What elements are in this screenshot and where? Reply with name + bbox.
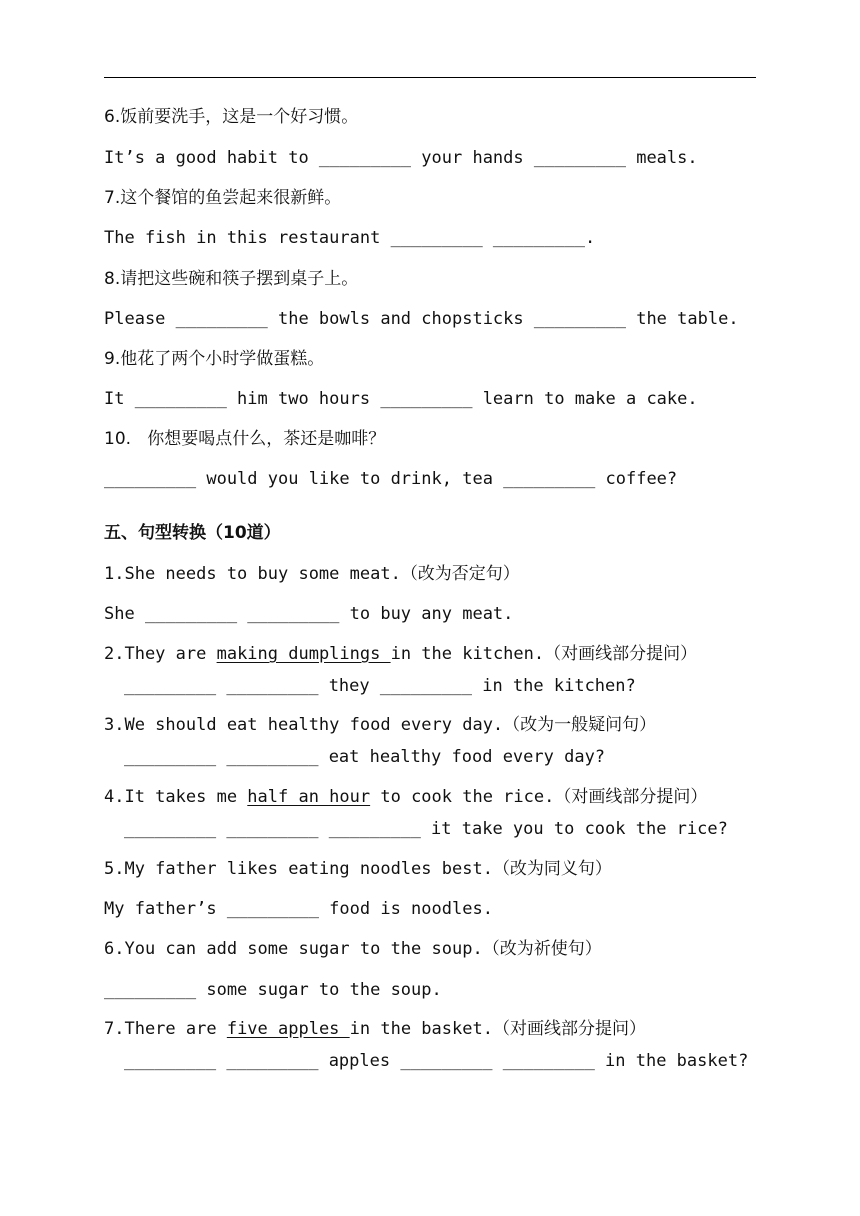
underlined-phrase: making dumplings bbox=[216, 644, 391, 664]
transform-3-question bbox=[104, 714, 656, 736]
question-text: 1.She needs to buy some meat. bbox=[104, 564, 401, 584]
item-6-chinese: 6.饭前要洗手，这是一个好习惯。 bbox=[104, 107, 359, 127]
question-text: 4.It takes me bbox=[104, 787, 248, 807]
item-8-chinese: 8.请把这些碗和筷子摆到桌子上。 bbox=[104, 269, 359, 289]
transform-2-question bbox=[104, 643, 697, 665]
transform-4-question bbox=[104, 786, 707, 808]
instruction-note: （对画线部分提问） bbox=[544, 644, 698, 664]
transform-6-answer: _________ some sugar to the soup. bbox=[104, 980, 442, 1000]
instruction-note: （对画线部分提问） bbox=[554, 787, 708, 807]
transform-2-answer: _________ _________ they _________ in the kitchen? bbox=[124, 676, 636, 696]
instruction-note: （改为同义句） bbox=[492, 859, 612, 879]
transform-1-question bbox=[104, 563, 520, 585]
transform-7-question bbox=[104, 1018, 646, 1040]
question-text: to cook the rice. bbox=[370, 787, 555, 807]
transform-3-answer: _________ _________ eat healthy food every day? bbox=[124, 747, 606, 767]
question-text: 2.They are bbox=[104, 644, 217, 664]
transform-6-question bbox=[104, 938, 602, 960]
question-text: in the basket. bbox=[349, 1019, 493, 1039]
question-text: 5.My father likes eating noodles best. bbox=[104, 859, 493, 879]
transform-7-answer: _________ _________ apples _________ _________ in the basket? bbox=[124, 1051, 749, 1071]
transform-1-answer: She _________ _________ to buy any meat. bbox=[104, 604, 514, 624]
item-10-english: _________ would you like to drink, tea _________ coffee? bbox=[104, 469, 678, 489]
underlined-phrase: five apples bbox=[226, 1019, 350, 1039]
transform-5-answer: My father’s _________ food is noodles. bbox=[104, 899, 493, 919]
item-10-chinese: 10. 你想要喝点什么，茶还是咖啡？ bbox=[104, 429, 386, 449]
item-6-english: It’s a good habit to _________ your hands _________ meals. bbox=[104, 148, 698, 168]
instruction-note: （改为祈使句） bbox=[482, 939, 602, 959]
header-rule bbox=[104, 77, 756, 78]
transform-5-question bbox=[104, 858, 612, 880]
question-text: 3.We should eat healthy food every day. bbox=[104, 715, 504, 735]
instruction-note: （对画线部分提问） bbox=[492, 1019, 646, 1039]
instruction-note: （改为否定句） bbox=[400, 564, 520, 584]
instruction-note: （改为一般疑问句） bbox=[503, 715, 657, 735]
underlined-phrase: half an hour bbox=[247, 787, 371, 807]
question-text: 6.You can add some sugar to the soup. bbox=[104, 939, 483, 959]
question-text: 7.There are bbox=[104, 1019, 227, 1039]
item-7-english: The fish in this restaurant _________ _________. bbox=[104, 228, 596, 248]
item-9-english: It _________ him two hours _________ learn to make a cake. bbox=[104, 389, 698, 409]
transform-4-answer: _________ _________ _________ it take you to cook the rice? bbox=[124, 819, 728, 839]
question-text: in the kitchen. bbox=[390, 644, 545, 664]
item-9-chinese: 9.他花了两个小时学做蛋糕。 bbox=[104, 349, 325, 369]
item-7-chinese: 7.这个餐馆的鱼尝起来很新鲜。 bbox=[104, 188, 342, 208]
section-heading: 五、句型转换（10道） bbox=[104, 523, 281, 543]
item-8-english: Please _________ the bowls and chopsticks _________ the table. bbox=[104, 309, 739, 329]
